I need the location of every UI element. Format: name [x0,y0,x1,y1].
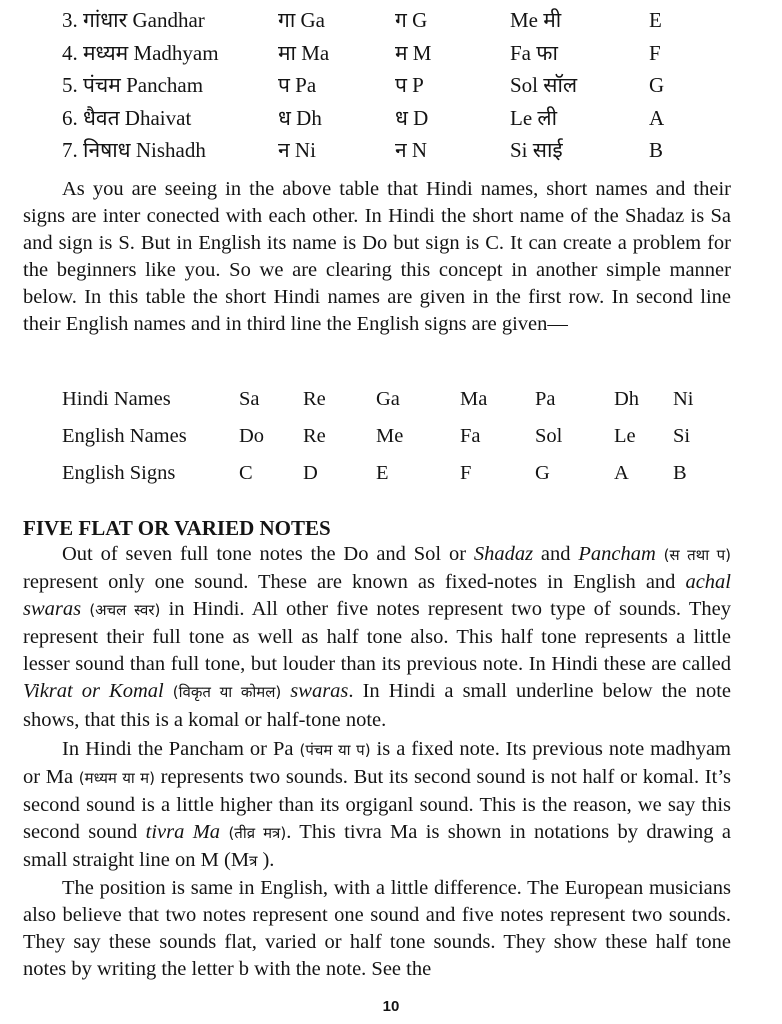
notes-table [62,4,682,167]
italic-term: achal swaras [23,571,731,621]
comparison-row-english-names [62,420,712,457]
english-name-cell: Fa फा [510,40,558,65]
row-label: English Signs [62,462,176,484]
text-run: . This tivra Ma is shown in notations by drawing a small straight line on M (M [23,821,732,872]
short-name-cell: ध Dh [278,105,322,130]
hindi-name-cell: 6. धैवत Dhaivat [62,105,192,130]
devanagari-text: (स तथा प) [663,546,731,564]
english-letter-cell: B [649,138,664,162]
row-label: English Names [62,425,187,447]
hindi-name-cell: 3. गांधार Gandhar [62,8,205,32]
italic-term: Vikrat or Komal [23,680,164,703]
table-cell: Ma [460,388,488,410]
devanagari-text: (मध्यम या म) [78,769,155,788]
short-name-cell: न Ni [278,138,316,162]
english-name-cell: Le ली [510,105,558,130]
table-cell: Re [303,425,326,447]
table-cell: Pa [535,388,556,410]
sign-cell: ध D [395,105,429,130]
table-cell: Si [673,425,691,447]
comparison-row-hindi-names [62,383,712,420]
italic-term: tivra Ma [145,821,221,844]
paragraph-flat-notes [23,541,731,734]
section-heading: FIVE FLAT OR VARIED NOTES [23,516,331,540]
short-name-cell: गा Ga [278,8,325,32]
table-cell: Sa [239,388,260,410]
comparison-row-english-signs [62,457,712,494]
english-letter-cell: F [649,40,661,65]
short-name-cell: प Pa [278,73,317,97]
row-label: Hindi Names [62,388,171,410]
devanagari-text: (अचल स्वर) [89,601,161,620]
table-cell: Le [614,425,636,447]
text-run: . In Hindi a small underline below the note shows, that this is a komal or half-tone note. [23,680,731,731]
text-run: is a fixed note. Its previous note madhyam or Ma [23,738,731,789]
page-number: 10 [382,998,400,1015]
table-cell: C [239,462,253,484]
paragraph-european: The position is same in English, with a little difference. The European musicians also believe that two notes represent one sound and five notes represent two sounds. They say these sounds flat, varied or half tone sounds. They show these half tone notes by writing the letter b with the note. See the [23,877,731,981]
text-run: and [533,543,579,565]
devanagari-text: (पंचम या प) [299,741,371,759]
sign-cell: प P [395,73,424,97]
notes-table-row [62,37,682,70]
sign-cell: म M [395,40,432,65]
english-name-cell: Sol सॉल [510,73,578,97]
text-run: represents two sounds. But its second sound is not half or komal. It’s second sound is a little higher than its orgiganl sound. This is the reason, we say this second sound [23,766,731,844]
italic-term: Pancham [578,543,656,565]
table-cell: Do [239,425,265,447]
devanagari-text: (तीव्र मत्र) [228,824,287,843]
table-cell: G [535,462,550,484]
sign-cell: ग G [395,8,428,32]
short-name-cell: मा Ma [278,40,330,65]
table-cell: Me [376,425,404,447]
text-run: ). [257,849,275,872]
notes-table-row [62,4,682,37]
table-cell: Fa [460,425,481,447]
hindi-name-cell: 5. पंचम Pancham [62,73,204,97]
english-letter-cell: E [649,8,662,32]
hindi-name-cell: 7. निषाध Nishadh [62,138,206,162]
tivra-mark: त्र [249,852,258,871]
italic-term: swaras [290,680,349,703]
text-run: in Hindi. All other five notes represent two type of sounds. They represent their full tone as well as half tone also. This half tone represents a little lesser sound than full tone, but louder than its previous note. In Hindi these are called [23,598,732,676]
paragraph-tivra-ma [23,736,731,875]
table-cell: D [303,462,318,484]
table-cell: Re [303,388,326,410]
table-cell: A [614,462,629,484]
text-run: represent only one sound. These are known as fixed-notes in English and [23,571,686,594]
hindi-name-cell: 4. मध्यम Madhyam [62,40,219,65]
english-name-cell: Si साई [510,138,563,162]
notes-table-row [62,102,682,135]
table-cell: F [460,462,472,484]
table-cell: Sol [535,425,563,447]
table-cell: Ga [376,388,400,410]
notes-table-row [62,69,682,102]
comparison-table [62,383,712,494]
table-cell: Ni [673,388,694,410]
english-letter-cell: A [649,105,665,130]
text-run: In Hindi the Pancham or Pa [62,738,300,760]
english-name-cell: Me मी [510,8,562,32]
english-letter-cell: G [649,73,665,97]
text-run: Out of seven full tone notes the Do and Sol or [62,543,474,565]
italic-term: Shadaz [473,543,534,565]
table-cell: Dh [614,388,640,410]
paragraph-intro: As you are seeing in the above table that Hindi names, short names and their signs are inter conected with each other. In Hindi the short name of the Shadaz is Sa and sign is S. But in English its name is Do but sign is C. It can create a problem for the beginners like you. So we are clearing this concept in another simple manner below. In this table the short Hindi names are given in the first row. In second line their English names and in third line the English signs are given— [23,178,731,336]
table-cell: E [376,462,389,484]
table-cell: B [673,462,687,484]
notes-table-row [62,134,682,167]
sign-cell: न N [395,138,428,162]
devanagari-text: (विकृत या कोमल) [172,683,282,702]
